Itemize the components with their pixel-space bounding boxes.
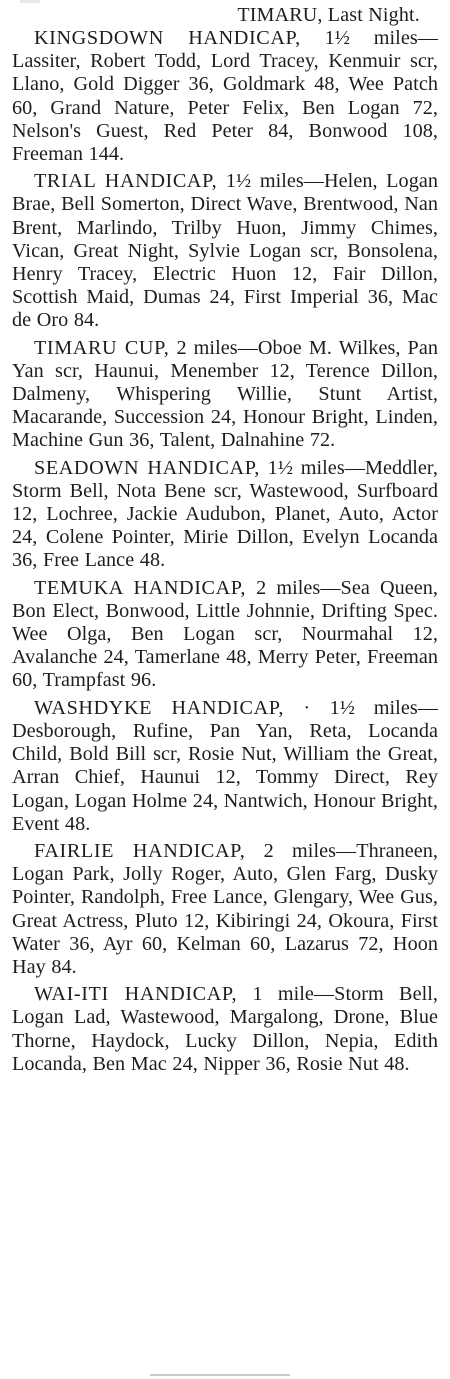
race-title: SEADOWN HANDICAP, — [34, 456, 260, 479]
race-entry-seadown — [12, 457, 438, 573]
race-details: 1½ miles—Meddler, Storm Bell, Nota Bene scr, Wastewood, Surfboard 12, Lochree, Jackie Audubon, Planet, Auto, Actor 24, Colene Pointer, Mirie Dillon, Evelyn Locanda 36, Free Lance 48. — [12, 456, 438, 572]
race-details: 2 miles—Thraneen, Logan Park, Jolly Roger, Auto, Glen Farg, Dusky Pointer, Randolph, Free Lance, Glengary, Wee Gus, Great Actress, Pluto 12, Kibiringi 24, Okoura, First Water 36, Ayr 60, Kelman 60, Lazarus 72, Hoon Hay 84. — [12, 839, 438, 978]
race-entry-washdyke — [12, 697, 438, 836]
race-entry-kingsdown — [12, 27, 438, 166]
race-entry-fairlie — [12, 840, 438, 979]
dateline: TIMARU, Last Night. — [237, 4, 420, 26]
racing-column — [12, 4, 438, 1080]
race-title: TIMARU CUP, — [34, 336, 170, 359]
race-title: TEMUKA HANDICAP, — [34, 576, 246, 599]
race-title: TRIAL HANDICAP, — [34, 170, 218, 193]
race-title: WASHDYKE HANDICAP, · — [34, 696, 311, 719]
race-title: KINGSDOWN HANDICAP, — [34, 27, 301, 49]
race-details: 1 mile—Storm Bell, Logan Lad, Wastewood, Margalong, Drone, Blue Thorne, Haydock, Lucky Dillon, Nepia, Edith Locanda, Ben Mac 24, Nipper 36, Rosie Nut 48. — [12, 983, 438, 1075]
bottom-rule — [150, 1374, 290, 1376]
race-entry-trial — [12, 170, 438, 332]
top-rule — [0, 0, 450, 3]
race-entry-timaru-cup — [12, 337, 438, 453]
race-details: 1½ miles—Lassiter, Robert Todd, Lord Tracey, Kenmuir scr, Llano, Gold Digger 36, Goldmark 48, Wee Patch 60, Grand Nature, Peter Felix, Ben Logan 72, Nelson's Guest, Red Peter 84, Bonwood 108, Freeman 144. — [12, 27, 438, 166]
race-title: WAI-ITI HANDICAP, — [34, 983, 238, 1006]
race-details: 2 miles—Sea Queen, Bon Elect, Bonwood, Little Johnnie, Drifting Spec. Wee Olga, Ben Logan scr, Nourmahal 12, Avalanche 24, Tamerlane 48, Merry Peter, Freeman 60, Trampfast 96. — [12, 576, 438, 692]
race-details: 2 miles—Oboe M. Wilkes, Pan Yan scr, Haunui, Menember 12, Terence Dillon, Dalmeny, Whispering Willie, Stunt Artist, Macarande, Succession 24, Honour Bright, Linden, Machine Gun 36, Talent, Dalnahine 72. — [12, 336, 438, 452]
race-entry-wai-iti — [12, 983, 438, 1076]
race-entry-temuka — [12, 577, 438, 693]
race-details: 1½ miles— Desborough, Rufine, Pan Yan, Reta, Locanda Child, Bold Bill scr, Rosie Nut, William the Great, Arran Chief, Haunui 12, Tommy Direct, Rey Logan, Logan Holme 24, Nantwich, Honour Bright, Event 48. — [12, 696, 438, 835]
race-details: 1½ miles—Helen, Logan Brae, Bell Somerton, Direct Wave, Brentwood, Nan Brent, Marlindo, Trilby Huon, Jimmy Chimes, Vican, Great Night, Sylvie Logan scr, Bonsolena, Henry Tracey, Electric Huon 12, Fair Dillon, Scottish Maid, Dumas 24, First Imperial 36, Mac de Oro 84. — [12, 170, 438, 332]
race-title: FAIRLIE HANDICAP, — [34, 839, 246, 862]
